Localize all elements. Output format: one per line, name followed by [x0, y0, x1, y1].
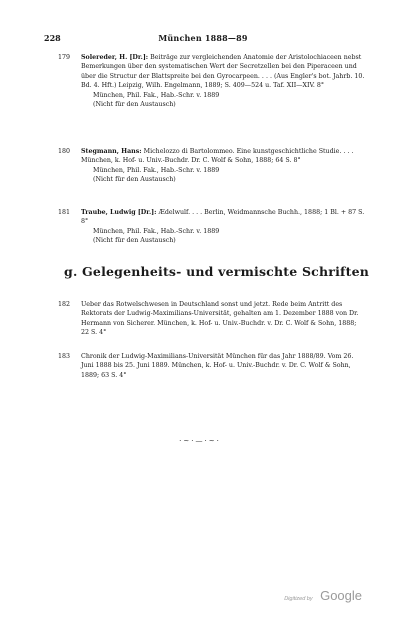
entry-number: 183	[58, 353, 71, 360]
entry-author: Traube, Ludwig [Dr.]:	[81, 209, 157, 216]
digitized-by-google-watermark	[284, 587, 362, 605]
entry-number: 182	[58, 301, 71, 308]
entry-description: Ædelwulf. . . . Berlin, Weidmannsche Buchh., 1888; 1 Bl. + 87 S. 8°	[81, 209, 365, 226]
bibliography-entry	[58, 300, 366, 338]
section-heading: g. Gelegenheits- und vermischte Schriften	[64, 264, 370, 279]
entry-origin: München, Phil. Fak., Hab.-Schr. v. 1889	[93, 166, 220, 174]
bibliography-entry	[58, 53, 366, 109]
watermark-caption: Digitized by	[284, 596, 313, 602]
page-header	[44, 33, 362, 45]
entry-number: 180	[58, 148, 71, 155]
entry-number: 179	[58, 54, 71, 61]
entry-note: (Nicht für den Austausch)	[93, 176, 176, 184]
entry-author: Solereder, H. [Dr.]:	[81, 54, 149, 61]
page-number: 228	[44, 33, 61, 43]
entry-description: Michelozzo di Bartolommeo. Eine kunstgeschichtliche Studie. . . . München, k. Hof- u. Univ.-Buchdr. Dr. C. Wolf & Sohn, 1888; 64 S. 8°	[81, 148, 354, 165]
bibliography-entry	[58, 352, 366, 380]
entry-number: 181	[58, 209, 71, 216]
bibliography-entry	[58, 147, 366, 185]
entry-description: Ueber das Rotwelschwesen in Deutschland sonst und jetzt. Rede beim Antritt des Rektorats der Ludwig-Maximilians-Universität, gehalten am 1. Dezember 1888 von Dr. Hermann von Sicherer. München, k. Hof- u. Univ.-Buchdr. v. Dr. C. Wolf & Sohn, 1888; 22 S. 4°	[81, 301, 359, 337]
entry-origin: München, Phil. Fak., Hab.-Schr. v. 1889	[93, 91, 220, 99]
entry-description: Chronik der Ludwig-Maximilians-Universität München für das Jahr 1888/89. Vom 26. Juni 1888 bis 25. Juni 1889. München, k. Hof- u. Univ.-Buchdr. v. Dr. C. Wolf & Sohn, 1889; 63 S. 4°	[81, 353, 354, 379]
running-head: München 1888—89	[158, 33, 248, 43]
google-logo: Google	[320, 588, 362, 603]
entry-text	[81, 147, 366, 166]
entry-author: Stegmann, Hans:	[81, 148, 142, 155]
ornament-divider: ·~·—·~·	[179, 437, 221, 445]
entry-text	[81, 53, 366, 91]
entry-description: Beiträge zur vergleichenden Anatomie der Aristolochiaceen nebst Bemerkungen über den systematischen Wert der Secretzellen bei den Piperaceen und über die Structur der Blattspreite bei den Gyrocarpeen. . . . (Aus Engler's bot. Jahrb. 10. Bd. 4. Hft.) Leipzig, Wilh. Engelmann, 1889; S. 409—524 u. Taf. XII—XIV. 8°	[81, 54, 365, 90]
entry-text	[81, 208, 366, 227]
entry-note: (Nicht für den Austausch)	[93, 101, 176, 109]
entry-note: (Nicht für den Austausch)	[93, 237, 176, 245]
bibliography-entry	[58, 208, 366, 246]
entry-origin: München, Phil. Fak., Hab.-Schr. v. 1889	[93, 227, 220, 235]
